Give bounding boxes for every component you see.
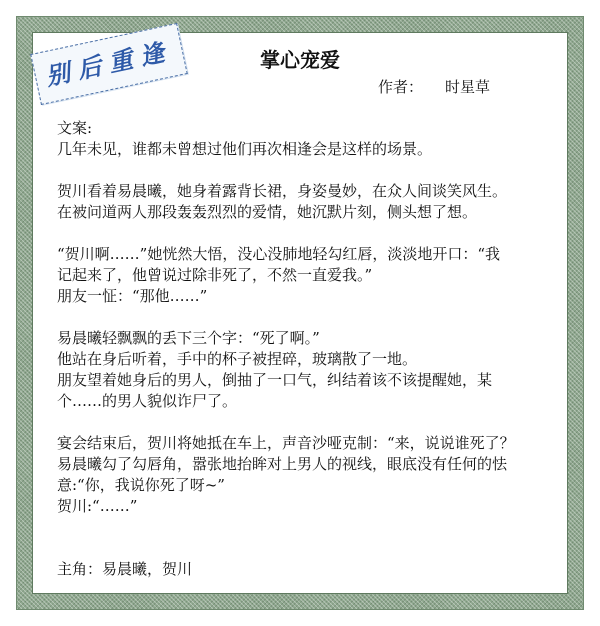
stamp-label: 别后重逢	[30, 23, 188, 105]
protagonists-line: 主角：易晨曦，贺川	[57, 560, 193, 578]
synopsis-line: 贺川:“……”	[57, 497, 138, 515]
synopsis-label: 文案:	[57, 119, 93, 137]
synopsis-line: 意:“你，我说你死了呀~”	[57, 476, 225, 494]
author-line	[378, 76, 490, 97]
synopsis-line: 贺川看着易晨曦，她身着露背长裙，身姿曼妙，在众人间谈笑风生。	[57, 182, 508, 200]
synopsis-line: 几年未见，谁都未曾想过他们再次相逢会是这样的场景。	[57, 140, 433, 158]
book-title: 掌心宠爱	[260, 48, 340, 72]
synopsis-line: 在被问道两人那段轰轰烈烈的爱情，她沉默片刻，侧头想了想。	[57, 203, 478, 221]
synopsis-line: 易晨曦勾了勾唇角，嚣张地抬眸对上男人的视线，眼底没有任何的怯	[57, 455, 508, 473]
synopsis-line: 记起来了，他曾说过除非死了，不然一直爱我。”	[57, 266, 373, 284]
synopsis-line: 个……的男人貌似诈尸了。	[57, 392, 238, 410]
synopsis-line: 他站在身后听着，手中的杯子被捏碎，玻璃散了一地。	[57, 350, 418, 368]
author-label: 作者：	[378, 78, 424, 96]
synopsis-line: “贺川啊……”她恍然大悟，没心没肺地轻勾红唇，淡淡地开口：“我	[57, 245, 501, 263]
author-name: 时星草	[445, 78, 491, 96]
synopsis-line: 朋友望着她身后的男人，倒抽了一口气，纠结着该不该提醒她，某	[57, 371, 493, 389]
synopsis-line: 宴会结束后，贺川将她抵在车上，声音沙哑克制：“来，说说谁死了？	[57, 434, 515, 452]
synopsis-line: 易晨曦轻飘飘的丢下三个字：“死了啊。”	[57, 329, 320, 347]
synopsis-line: 朋友一怔：“那他……”	[57, 287, 208, 305]
synopsis-body	[57, 118, 551, 580]
